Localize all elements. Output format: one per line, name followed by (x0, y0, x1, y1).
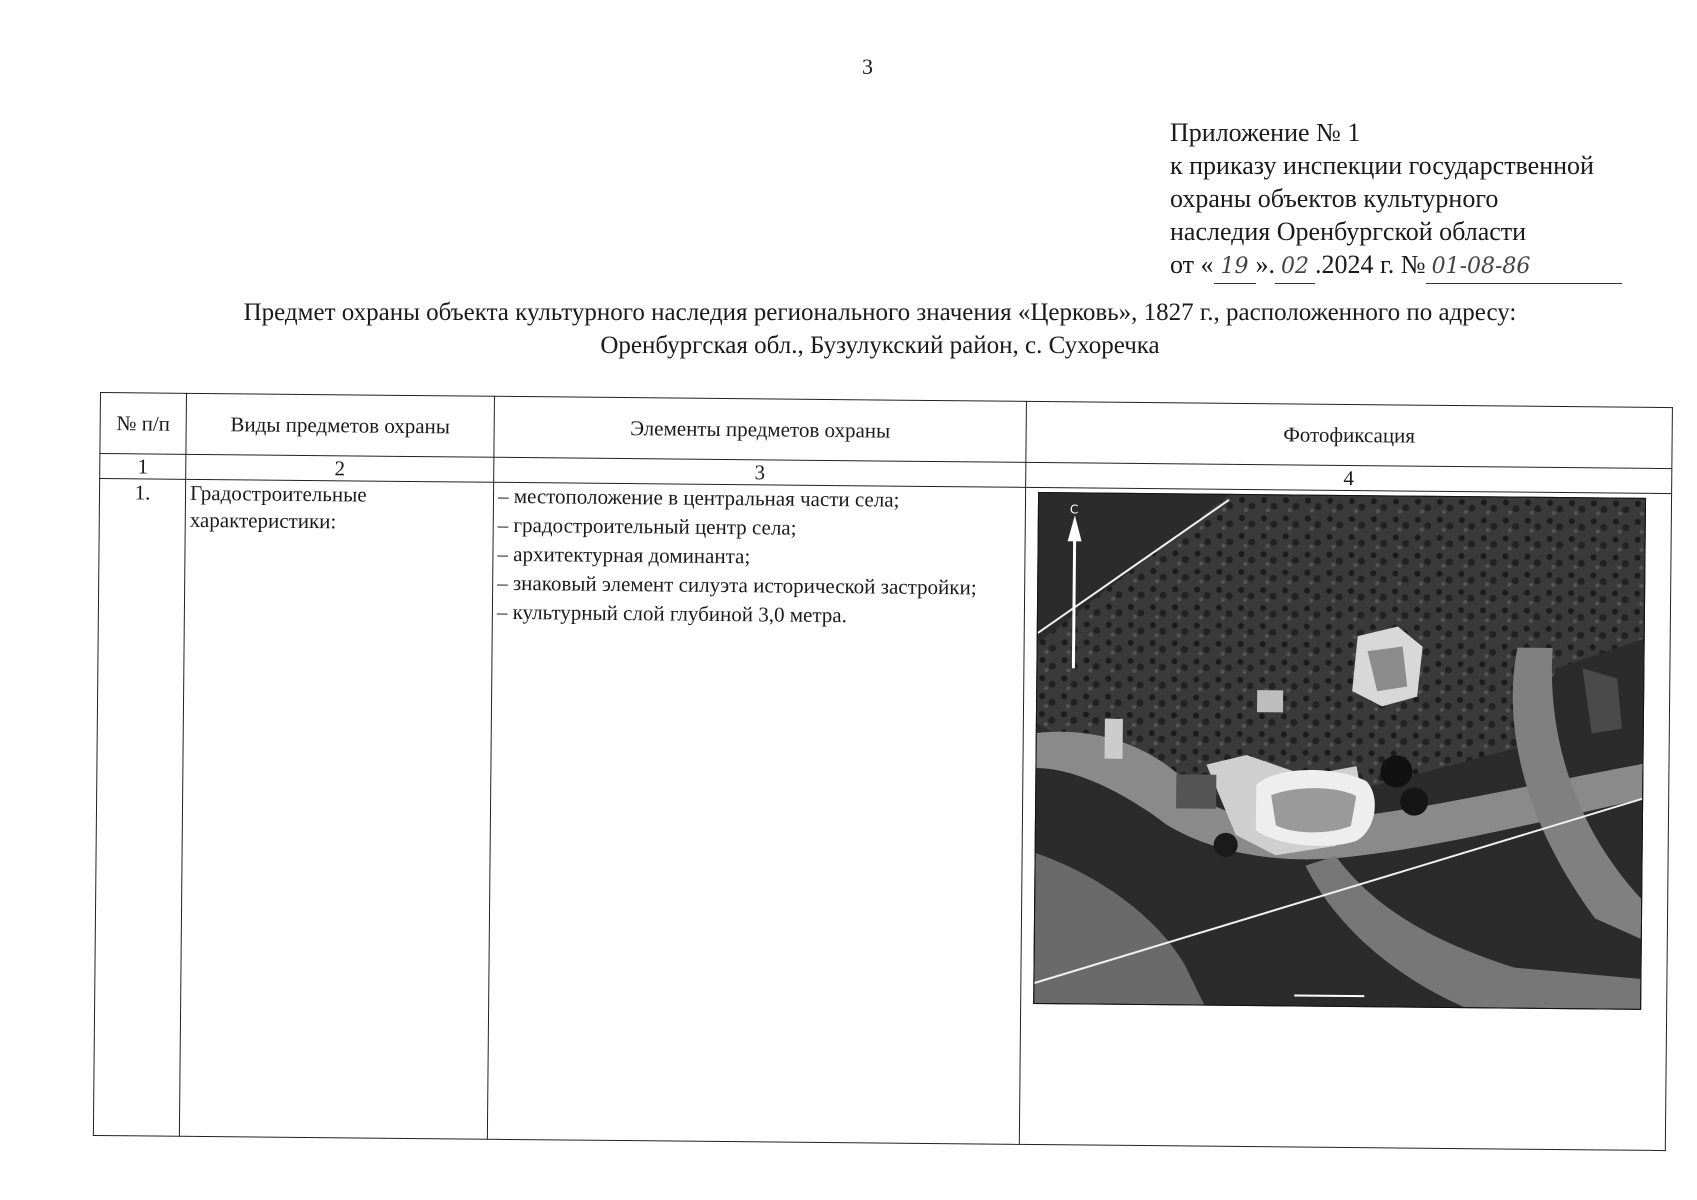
appendix-date-line (1170, 248, 1622, 284)
column-number: 2 (186, 454, 494, 482)
row-number: 1. (93, 479, 185, 1137)
appendix-line-3: охраны объектов культурного (1170, 184, 1499, 213)
aerial-photo (1033, 492, 1646, 1010)
north-label: С (1069, 502, 1079, 517)
photo-cell (1019, 487, 1671, 1150)
date-year: .2024 г. № (1315, 250, 1426, 279)
header-num: № п/п (100, 393, 187, 455)
date-day: 19 (1214, 250, 1256, 284)
appendix-line-2: к приказу инспекции государственной (1170, 151, 1594, 180)
heading-line-2: Оренбургская обл., Бузулукский район, с. Сухоречка (600, 332, 1160, 359)
document-heading (100, 296, 1660, 362)
protection-table (93, 392, 1673, 1151)
elements-list (497, 483, 1021, 631)
date-mid: ». (1255, 250, 1276, 279)
list-item: – культурный слой глубиной 3,0 метра. (496, 599, 848, 628)
column-number: 4 (1026, 462, 1672, 493)
column-number: 3 (494, 457, 1026, 487)
date-month: 02 (1275, 250, 1315, 284)
list-item: – местоположение в центральная части села; (497, 483, 900, 512)
heading-line-1: Предмет охраны объекта культурного наследия регионального значения «Церковь», 1827 г., расположенного по адресу: (243, 299, 1517, 326)
column-number: 1 (100, 454, 186, 480)
page-number: 3 (862, 54, 873, 79)
header-type: Виды предметов охраны (186, 393, 495, 457)
row-elements (487, 482, 1025, 1144)
aerial-photo-drawing (1034, 493, 1645, 1009)
order-number: 01-08-86 (1426, 250, 1622, 284)
list-item: – архитектурная доминанта; (497, 541, 751, 569)
appendix-title: Приложение № 1 (1170, 118, 1361, 147)
header-elements: Элементы предметов охраны (494, 396, 1027, 462)
row-type: Градостроительные характеристики: (179, 479, 493, 1139)
date-prefix: от « (1170, 250, 1214, 279)
list-item: – градостроительный центр села; (497, 512, 797, 540)
header-photo: Фотофиксация (1026, 401, 1673, 468)
list-item: – знаковый элемент силуэта исторической застройки; (497, 570, 977, 600)
appendix-line-4: наследия Оренбургской области (1170, 217, 1527, 246)
table-row (93, 479, 1671, 1151)
appendix-block (1170, 116, 1622, 284)
